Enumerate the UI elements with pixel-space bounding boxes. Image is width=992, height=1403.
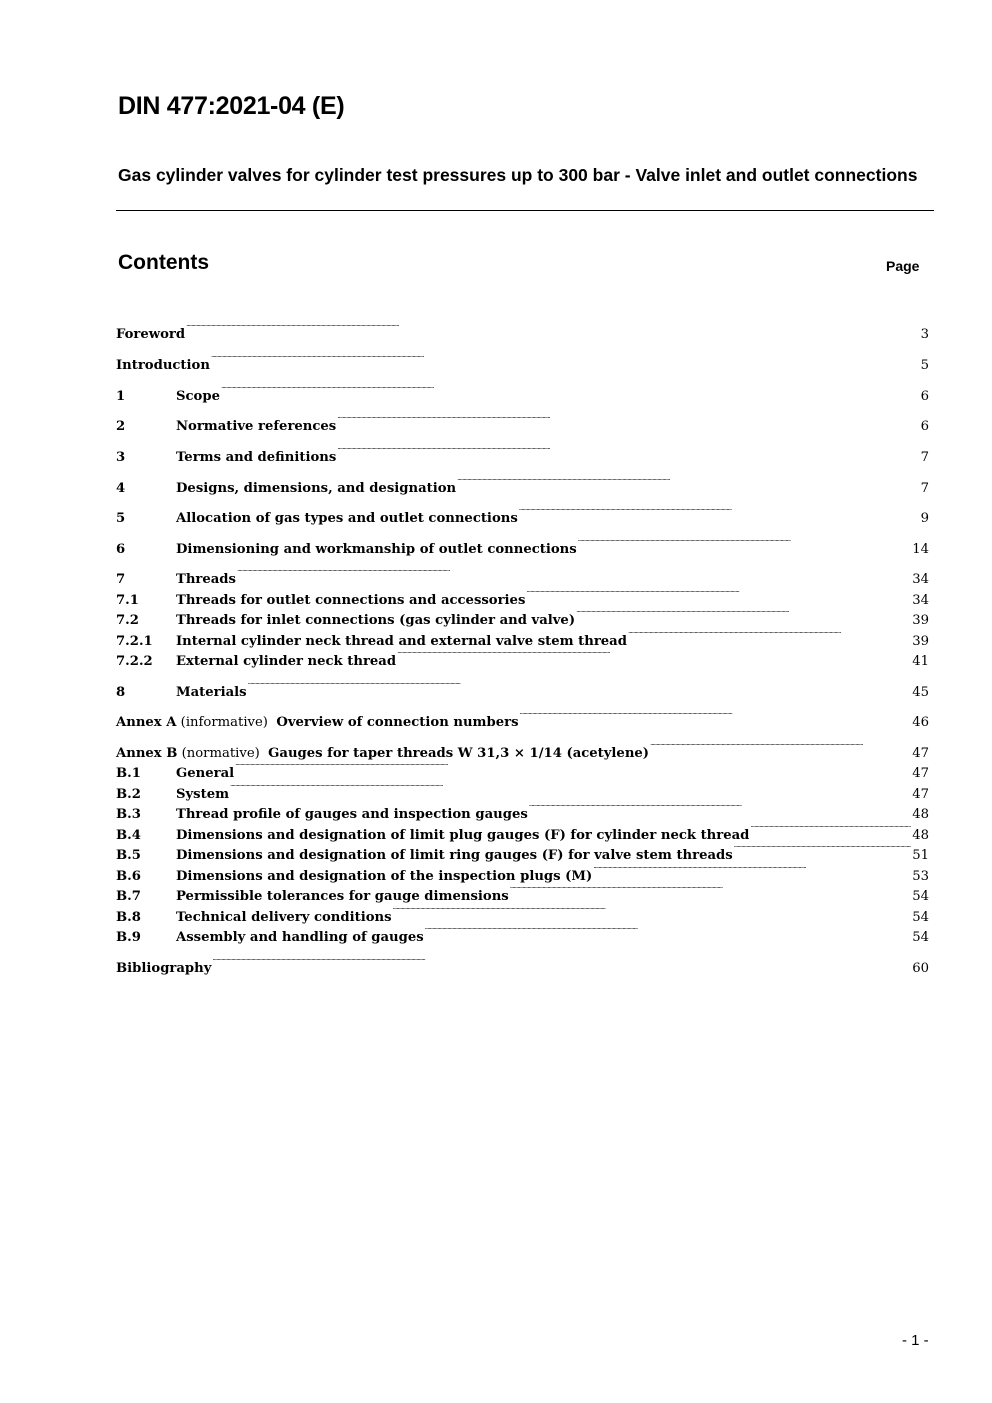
toc-entry-page: 6	[920, 389, 929, 404]
toc-leader-dots	[393, 901, 912, 921]
toc-entry-number: 7.1	[116, 593, 139, 608]
subtitle-divider	[116, 210, 934, 211]
toc-leader-dots	[526, 584, 911, 604]
toc-entry-page: 54	[912, 889, 929, 904]
toc-entry-page: 7	[920, 450, 929, 465]
toc-entry-number: B.6	[116, 869, 141, 884]
toc-entry-page: 54	[912, 910, 929, 925]
toc-entry-title: Threads for outlet connections and accessories	[176, 593, 526, 608]
toc-entry-page: 47	[912, 787, 929, 802]
toc-entry-number: B.8	[116, 910, 141, 925]
toc-entry-title: Internal cylinder neck thread and external valve stem thread	[176, 634, 627, 649]
toc-entry-page: 9	[920, 511, 929, 526]
toc-leader-dots	[519, 502, 920, 522]
toc-entry-8[interactable]	[116, 676, 929, 700]
toc-entry-7-2-1[interactable]	[116, 625, 929, 649]
toc-entry-b-5[interactable]	[116, 839, 929, 863]
toc-entry-title: Threads for inlet connections (gas cylinder and valve)	[176, 613, 576, 628]
toc-entry-number: B.2	[116, 787, 141, 802]
toc-entry-number: B.7	[116, 889, 141, 904]
toc-leader-dots	[578, 533, 912, 553]
toc-entry-title: Scope	[176, 389, 220, 404]
annex-type: (normative)	[177, 746, 269, 761]
toc-entry-page: 7	[920, 481, 929, 496]
toc-entry-title: Allocation of gas types and outlet connections	[176, 511, 518, 526]
toc-entry-page: 14	[912, 542, 929, 557]
toc-entry-number: 7.2.2	[116, 654, 153, 669]
toc-entry-1[interactable]	[116, 380, 929, 404]
toc-entry-title: Dimensioning and workmanship of outlet connections	[176, 542, 577, 557]
toc-leader-dots	[237, 563, 911, 583]
toc-entry-3[interactable]	[116, 441, 929, 465]
toc-entry-page: 60	[912, 961, 929, 976]
toc-entry-b-3[interactable]	[116, 798, 929, 822]
document-subtitle: Gas cylinder valves for cylinder test pressures up to 300 bar - Valve inlet and outlet connections	[118, 165, 918, 185]
toc-entry-annex-b[interactable]	[116, 737, 929, 761]
toc-entry-page: 34	[912, 593, 929, 608]
toc-leader-dots	[457, 472, 920, 492]
toc-entry-page: 45	[912, 685, 929, 700]
toc-entry-title: Dimensions and designation of limit ring gauges (F) for valve stem threads	[176, 848, 733, 863]
toc-entry-number: 2	[116, 419, 126, 434]
toc-entry-b-6[interactable]	[116, 860, 929, 884]
toc-leader-dots	[628, 625, 911, 645]
toc-entry-b-7[interactable]	[116, 880, 929, 904]
toc-entry-title: System	[176, 787, 230, 802]
toc-entry-number: B.9	[116, 930, 141, 945]
toc-entry-title: Bibliography	[116, 961, 212, 976]
toc-entry-title: Threads	[176, 572, 236, 587]
toc-entry-foreword[interactable]	[116, 318, 929, 342]
toc-entry-page: 47	[912, 766, 929, 781]
toc-entry-number: 6	[116, 542, 126, 557]
toc-entry-number: B.3	[116, 807, 141, 822]
contents-heading: Contents	[118, 251, 209, 274]
toc-leader-dots	[576, 604, 911, 624]
toc-entry-number: 7	[116, 572, 126, 587]
page-column-label: Page	[886, 258, 920, 274]
toc-entry-5[interactable]	[116, 502, 929, 526]
toc-entry-7-2[interactable]	[116, 604, 929, 628]
toc-leader-dots	[212, 952, 911, 972]
toc-leader-dots	[397, 645, 911, 665]
annex-label: Annex A	[116, 715, 177, 730]
toc-leader-dots	[593, 860, 911, 880]
toc-entry-page: 41	[912, 654, 929, 669]
toc-leader-dots	[186, 318, 920, 338]
toc-entry-page: 48	[912, 807, 929, 822]
toc-entry-page: 5	[920, 358, 929, 373]
toc-entry-4[interactable]	[116, 472, 929, 496]
annex-title: Gauges for taper threads W 31,3 × 1/14 (acetylene)	[268, 746, 650, 761]
toc-entry-title: Designs, dimensions, and designation	[176, 481, 457, 496]
toc-entry-title	[116, 713, 519, 733]
toc-entry-title: Dimensions and designation of the inspection plugs (M)	[176, 869, 593, 884]
toc-entry-title: General	[176, 766, 235, 781]
toc-leader-dots	[248, 676, 912, 696]
document-id: DIN 477:2021-04 (E)	[118, 92, 345, 120]
toc-leader-dots	[734, 839, 912, 859]
toc-entry-number: B.4	[116, 828, 141, 843]
toc-entry-title: Thread profile of gauges and inspection gauges	[176, 807, 528, 822]
annex-type: (informative)	[176, 715, 277, 730]
toc-entry-b-9[interactable]	[116, 921, 929, 945]
toc-entry-annex-a[interactable]	[116, 706, 929, 730]
toc-entry-title: Permissible tolerances for gauge dimensions	[176, 889, 509, 904]
toc-leader-dots	[221, 380, 920, 400]
toc-leader-dots	[529, 798, 911, 818]
toc-entry-b-1[interactable]	[116, 757, 929, 781]
toc-leader-dots	[650, 737, 911, 757]
toc-entry-number: 3	[116, 450, 126, 465]
toc-entry-title: Terms and definitions	[176, 450, 337, 465]
toc-entry-page: 54	[912, 930, 929, 945]
toc-entry-7[interactable]	[116, 563, 929, 587]
toc-leader-dots	[510, 880, 912, 900]
toc-leader-dots	[230, 778, 911, 798]
toc-entry-title: Assembly and handling of gauges	[176, 930, 424, 945]
toc-entry-b-2[interactable]	[116, 778, 929, 802]
toc-entry-title: Technical delivery conditions	[176, 910, 392, 925]
toc-entry-page: 39	[912, 634, 929, 649]
toc-entry-title: External cylinder neck thread	[176, 654, 397, 669]
toc-leader-dots	[520, 706, 912, 726]
toc-entry-number: 5	[116, 511, 126, 526]
toc-entry-title: Introduction	[116, 358, 210, 373]
toc-leader-dots	[211, 349, 920, 369]
toc-entry-b-8[interactable]	[116, 901, 929, 925]
toc-leader-dots	[425, 921, 912, 941]
toc-entry-6[interactable]	[116, 533, 929, 557]
toc-entry-bibliography[interactable]	[116, 952, 929, 976]
toc-entry-page: 46	[912, 715, 929, 730]
page-number: - 1 -	[902, 1332, 929, 1349]
toc-entry-page: 6	[920, 419, 929, 434]
toc-entry-b-4[interactable]	[116, 819, 929, 843]
toc-entry-2[interactable]	[116, 410, 929, 434]
toc-entry-page: 51	[912, 848, 929, 863]
toc-entry-7-1[interactable]	[116, 584, 929, 608]
toc-entry-title: Normative references	[176, 419, 337, 434]
toc-entry-7-2-2[interactable]	[116, 645, 929, 669]
toc-entry-page: 3	[920, 327, 929, 342]
toc-entry-introduction[interactable]	[116, 349, 929, 373]
toc-entry-page: 39	[912, 613, 929, 628]
toc-entry-number: 7.2.1	[116, 634, 153, 649]
toc-entry-number: B.1	[116, 766, 141, 781]
annex-label: Annex B	[116, 746, 178, 761]
toc-entry-number: 8	[116, 685, 126, 700]
annex-title: Overview of connection numbers	[276, 715, 519, 730]
toc-entry-title: Foreword	[116, 327, 186, 342]
toc-leader-dots	[235, 757, 911, 777]
toc-leader-dots	[337, 410, 919, 430]
toc-entry-number: 7.2	[116, 613, 139, 628]
toc-entry-number: 1	[116, 389, 126, 404]
toc-entry-page: 34	[912, 572, 929, 587]
toc-leader-dots	[750, 819, 911, 839]
toc-entry-title: Dimensions and designation of limit plug gauges (F) for cylinder neck thread	[176, 828, 750, 843]
toc-entry-title: Materials	[176, 685, 247, 700]
toc-leader-dots	[337, 441, 919, 461]
toc-entry-number: B.5	[116, 848, 141, 863]
toc-entry-page: 53	[912, 869, 929, 884]
toc-entry-number: 4	[116, 481, 126, 496]
toc-entry-page: 47	[912, 746, 929, 761]
toc-entry-page: 48	[912, 828, 929, 843]
